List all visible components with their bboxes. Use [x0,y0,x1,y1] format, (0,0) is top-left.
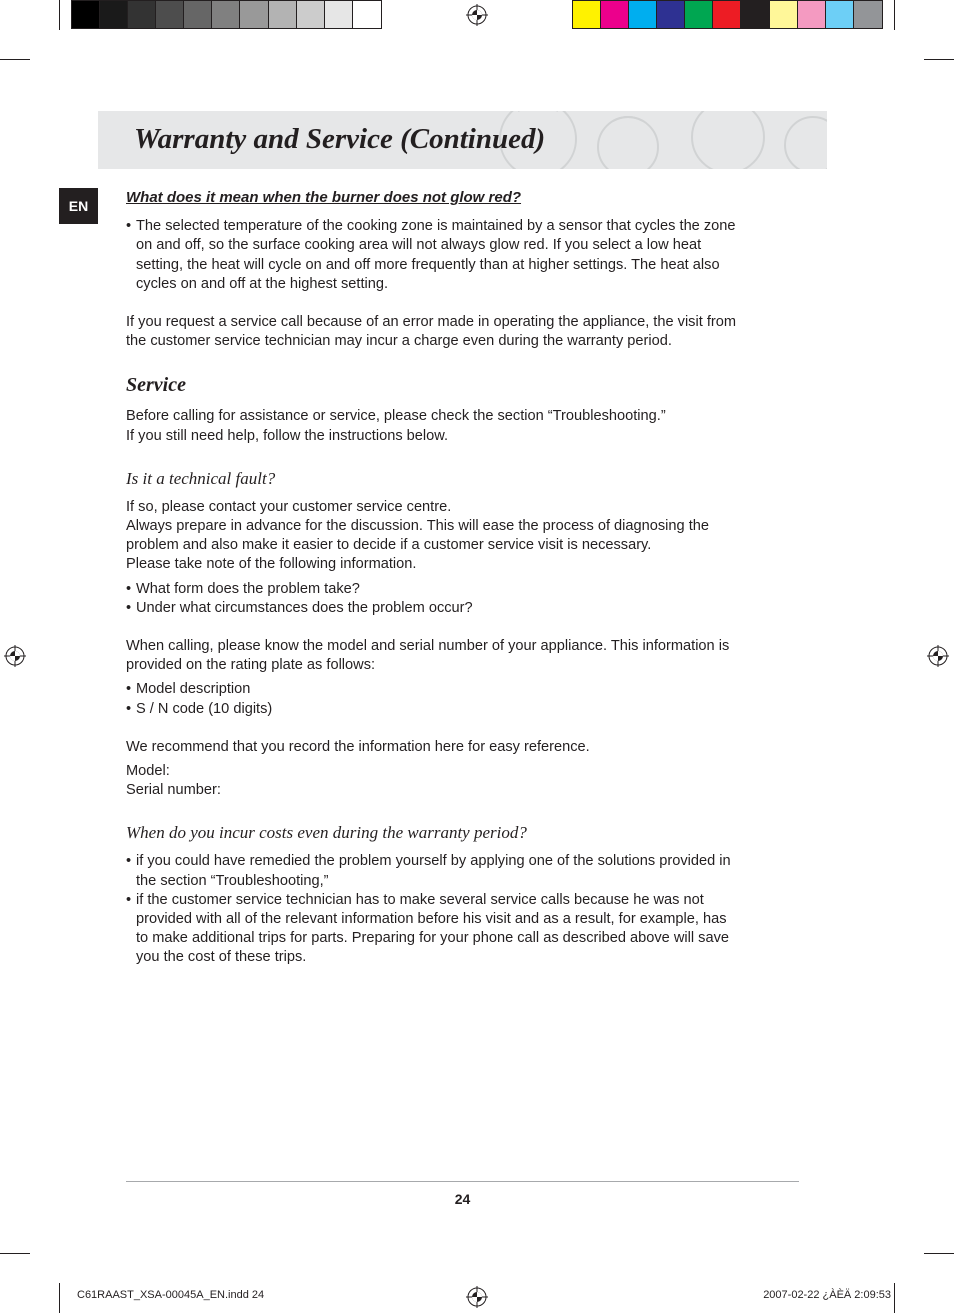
text-line: • if you could have remedied the problem yourself by applying one of the solutions provided in [136,853,731,870]
text-line: setting, the heat will cycle on and off more frequently than at higher settings. The heat also [136,256,720,273]
text-line: Before calling for assistance or service, please check the section “Troubleshooting.” [126,408,666,425]
model-label: Model: [126,763,170,780]
crop-mark [894,1283,895,1313]
text-line: If you request a service call because of an error made in operating the appliance, the visit from [126,314,737,331]
language-tab: EN [59,188,98,224]
list-item: • Model description [126,680,801,699]
paragraph [126,313,801,351]
registration-mark-icon [466,4,488,26]
technical-fault-heading: Is it a technical fault? [126,468,276,488]
color-swatch [657,1,685,28]
color-swatch [100,1,128,28]
service-heading: Service [126,374,186,397]
serial-number-label: Serial number: [126,782,221,799]
text-line: problem and also make it easier to decide if a customer service visit is necessary. [126,537,652,554]
paragraph [126,498,801,575]
color-swatch [156,1,184,28]
crop-mark [894,0,895,30]
color-swatch [128,1,156,28]
text-line: If so, please contact your customer service centre. [126,498,452,515]
crop-mark [0,59,30,60]
color-swatch [573,1,601,28]
list-item: • What form does the problem take? [126,580,801,599]
color-swatch [713,1,741,28]
list-item: • Under what circumstances does the problem occur? [126,599,801,618]
process-color-bar [572,0,883,29]
crop-mark [924,1253,954,1254]
color-swatch [212,1,240,28]
color-swatch [826,1,854,28]
color-swatch [770,1,798,28]
crop-mark [0,1253,30,1254]
warranty-costs-heading: When do you incur costs even during the warranty period? [126,823,527,843]
page-number: 24 [454,1191,471,1207]
paragraph: We recommend that you record the information here for easy reference. [126,738,590,755]
paragraph [126,407,801,445]
text-line: • The selected temperature of the cooking zone is maintained by a sensor that cycles the zone [136,218,736,235]
color-swatch [297,1,325,28]
text-line: the customer service technician may incur a charge even during the warranty period. [126,333,672,350]
crop-mark [59,1283,60,1313]
paragraph [126,637,801,675]
color-swatch [629,1,657,28]
crop-mark [59,0,60,30]
color-swatch [269,1,297,28]
color-swatch [798,1,826,28]
color-swatch [741,1,769,28]
text-line: When calling, please know the model and serial number of your appliance. This information is [126,638,730,655]
text-line: to make additional trips for parts. Preparing for your phone call as described above will save [136,930,729,947]
date-slug: 2007-02-22 ¿ÀÈÄ 2:09:53 [763,1289,891,1301]
color-swatch [325,1,353,28]
list-item: • S / N code (10 digits) [126,700,801,719]
registration-mark-icon [466,1286,488,1308]
registration-mark-icon [927,645,949,667]
section-header-band [98,111,827,169]
list-item [126,852,801,890]
color-swatch [685,1,713,28]
color-swatch [72,1,100,28]
color-swatch [854,1,882,28]
file-slug: C61RAAST_XSA-00045A_EN.indd 24 [77,1289,265,1301]
crop-mark [924,59,954,60]
text-line: provided on the rating plate as follows: [126,657,376,674]
burner-question-heading: What does it mean when the burner does not glow red? [126,189,522,206]
text-line: provided with all of the relevant information before his visit and as a result, for example, has [136,911,727,928]
text-line: If you still need help, follow the instructions below. [126,427,449,444]
text-line: Always prepare in advance for the discussion. This will ease the process of diagnosing the [126,518,709,535]
footer-divider [126,1181,799,1182]
list-item [126,891,801,968]
color-swatch [240,1,268,28]
color-swatch [184,1,212,28]
gray-color-bar [71,0,382,29]
text-line: you the cost of these trips. [136,949,307,966]
registration-mark-icon [4,645,26,667]
text-line: Please take note of the following information. [126,556,417,573]
text-line: • if the customer service technician has to make several service calls because he was not [136,891,704,908]
text-line: the section “Troubleshooting,” [136,872,329,889]
color-swatch [601,1,629,28]
text-line: cycles on and off at the highest setting. [136,275,389,292]
text-line: on and off, so the surface cooking area will not always glow red. If you select a low heat [136,237,702,254]
list-item [126,217,801,294]
color-swatch [353,1,381,28]
main-content [126,188,801,968]
page-title: Warranty and Service (Continued) [134,123,546,155]
